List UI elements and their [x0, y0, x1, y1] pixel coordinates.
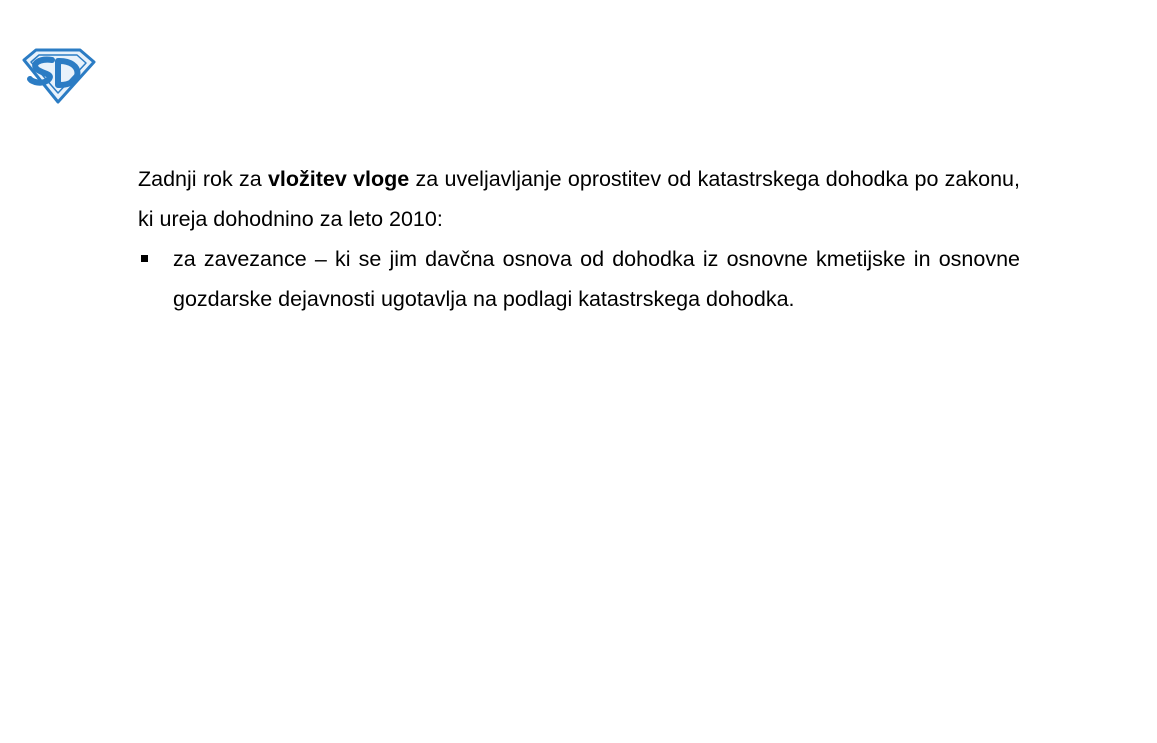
bullet-list	[138, 239, 1020, 319]
list-item-text: za zavezance – ki se jim davčna osnova od dohodka iz osnovne kmetijske in osnovne gozdarske dejavnosti ugotavlja na podlagi katastrskega dohodka.	[173, 247, 1020, 311]
document-body	[138, 159, 1020, 319]
intro-text-suffix: za uveljavljanje oprostitev od katastrskega dohodka po zakonu, ki ureja dohodnino za leto 2010:	[138, 167, 1020, 231]
list-item	[138, 239, 1020, 319]
company-logo	[22, 48, 96, 104]
intro-text-prefix: Zadnji rok za	[138, 167, 268, 191]
intro-paragraph	[138, 159, 1020, 239]
intro-text-bold: vložitev vloge	[267, 167, 410, 191]
square-bullet-icon	[141, 255, 148, 262]
